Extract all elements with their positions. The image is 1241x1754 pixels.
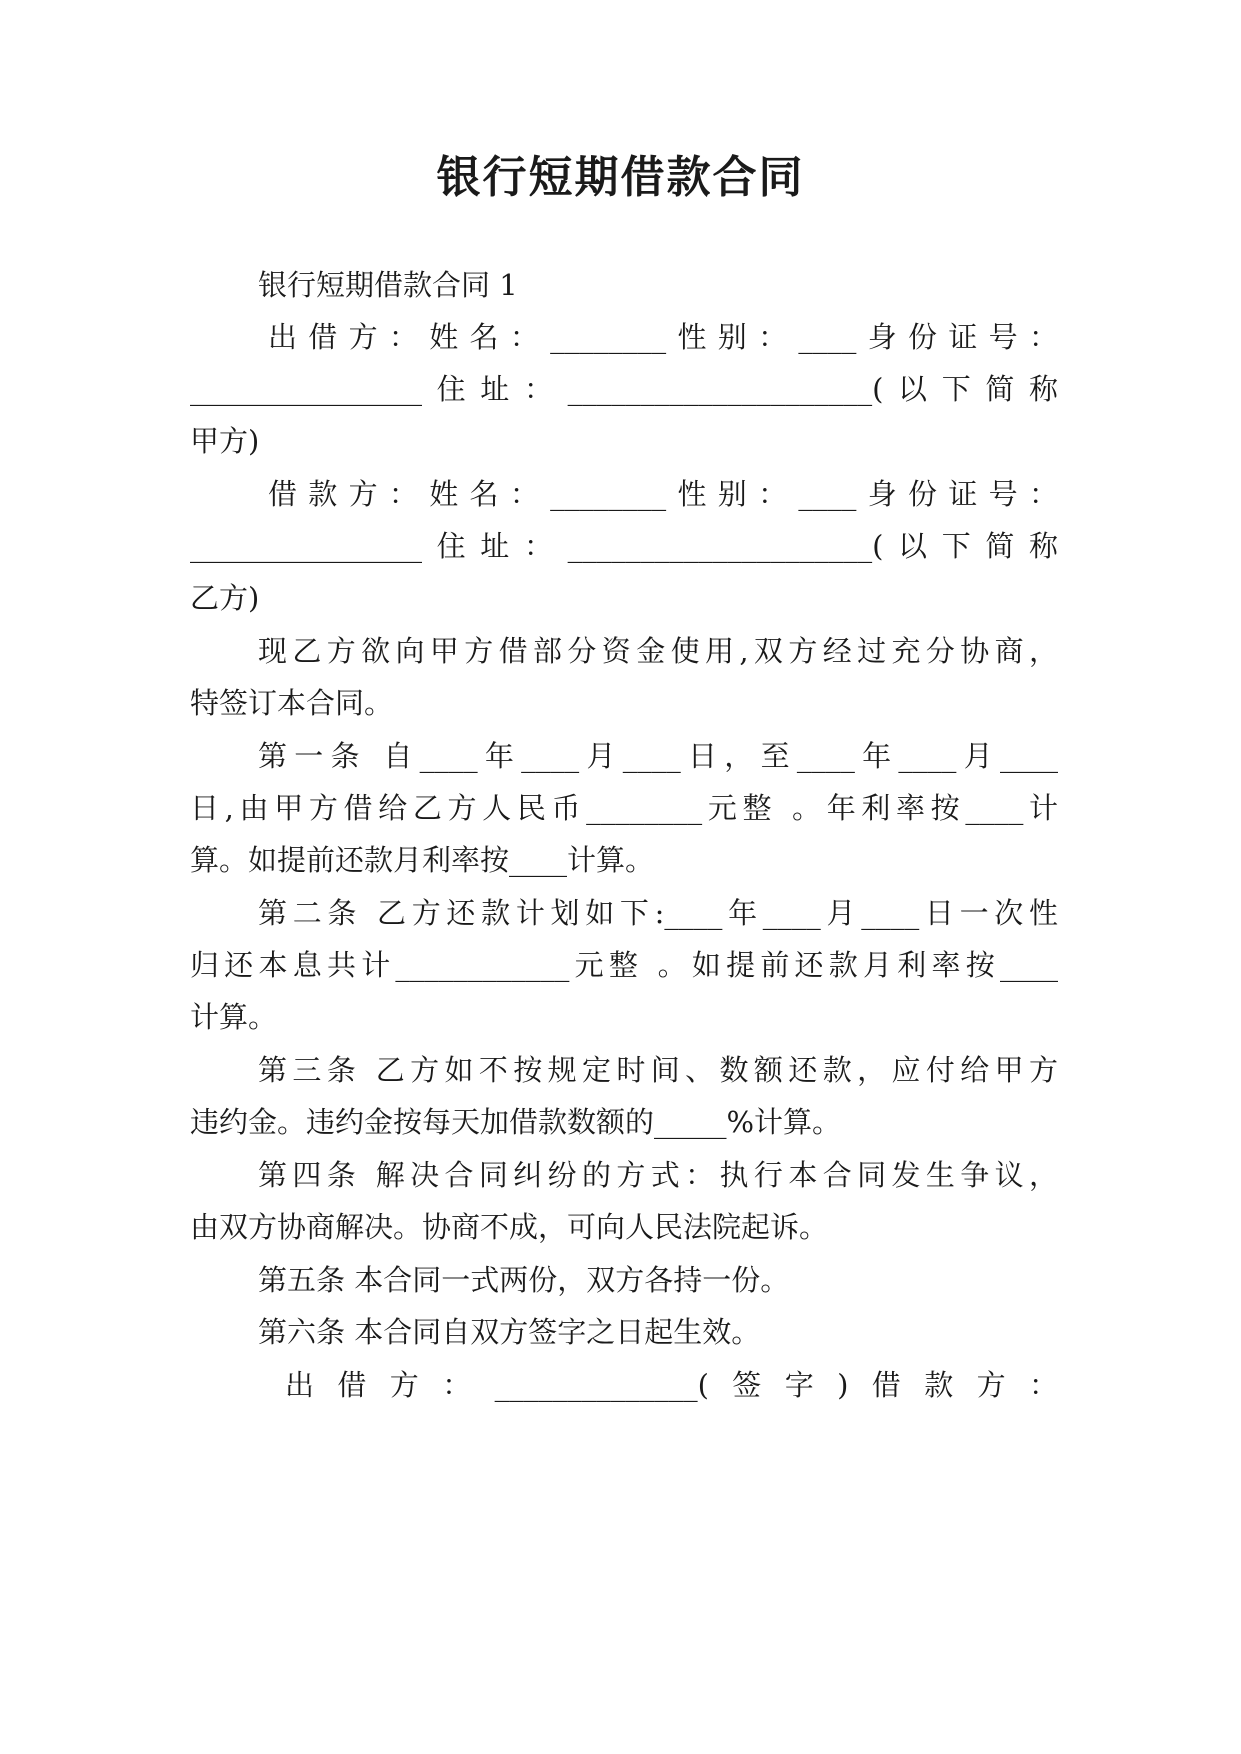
preamble-line-1: 现乙方欲向甲方借部分资金使用,双方经过充分协商， (258, 634, 1058, 668)
borrower-info-line-2: ________________住址：_____________________(以下简称 (190, 529, 1058, 563)
article-4-line-1: 第四条 解决合同纠纷的方式：执行本合同发生争议， (258, 1158, 1058, 1192)
document-title: 银行短期借款合同 (436, 152, 805, 203)
article-2-line-1: 第二条 乙方还款计划如下:____年____月____日一次性 (258, 896, 1058, 930)
article-5: 第五条 本合同一式两份，双方各持一份。 (258, 1263, 790, 1297)
article-1-line-3: 算。如提前还款月利率按____计算。 (190, 843, 655, 877)
lender-info-line-1: 出借方：姓名：________性别：____身份证号： (268, 320, 1058, 354)
borrower-info-line-3: 乙方) (190, 581, 260, 615)
article-3-line-1: 第三条 乙方如不按规定时间、数额还款，应付给甲方 (258, 1053, 1058, 1087)
article-3-line-2: 违约金。违约金按每天加借款数额的_____%计算。 (190, 1105, 842, 1139)
article-1-line-1: 第一条 自____年____月____日，至____年____月____ (258, 739, 1058, 773)
preamble-line-2: 特签订本合同。 (190, 686, 394, 720)
borrower-info-line-1: 借款方：姓名：________性别：____身份证号： (268, 477, 1058, 511)
article-1-line-2: 日,由甲方借给乙方人民币________元整 。年利率按____计 (190, 791, 1058, 825)
signature-line: 出借方：______________(签字)借款方： (285, 1368, 1058, 1402)
article-4-line-2: 由双方协商解决。协商不成，可向人民法院起诉。 (190, 1210, 829, 1244)
article-6: 第六条 本合同自双方签字之日起生效。 (258, 1315, 761, 1349)
lender-info-line-2: ________________住址：_____________________(以下简称 (190, 372, 1058, 406)
article-2-line-3: 计算。 (190, 1000, 278, 1034)
article-2-line-2: 归还本息共计____________元整 。如提前还款月利率按____ (190, 948, 1058, 982)
lender-info-line-3: 甲方) (190, 424, 260, 458)
contract-heading: 银行短期借款合同 1 (258, 268, 518, 302)
